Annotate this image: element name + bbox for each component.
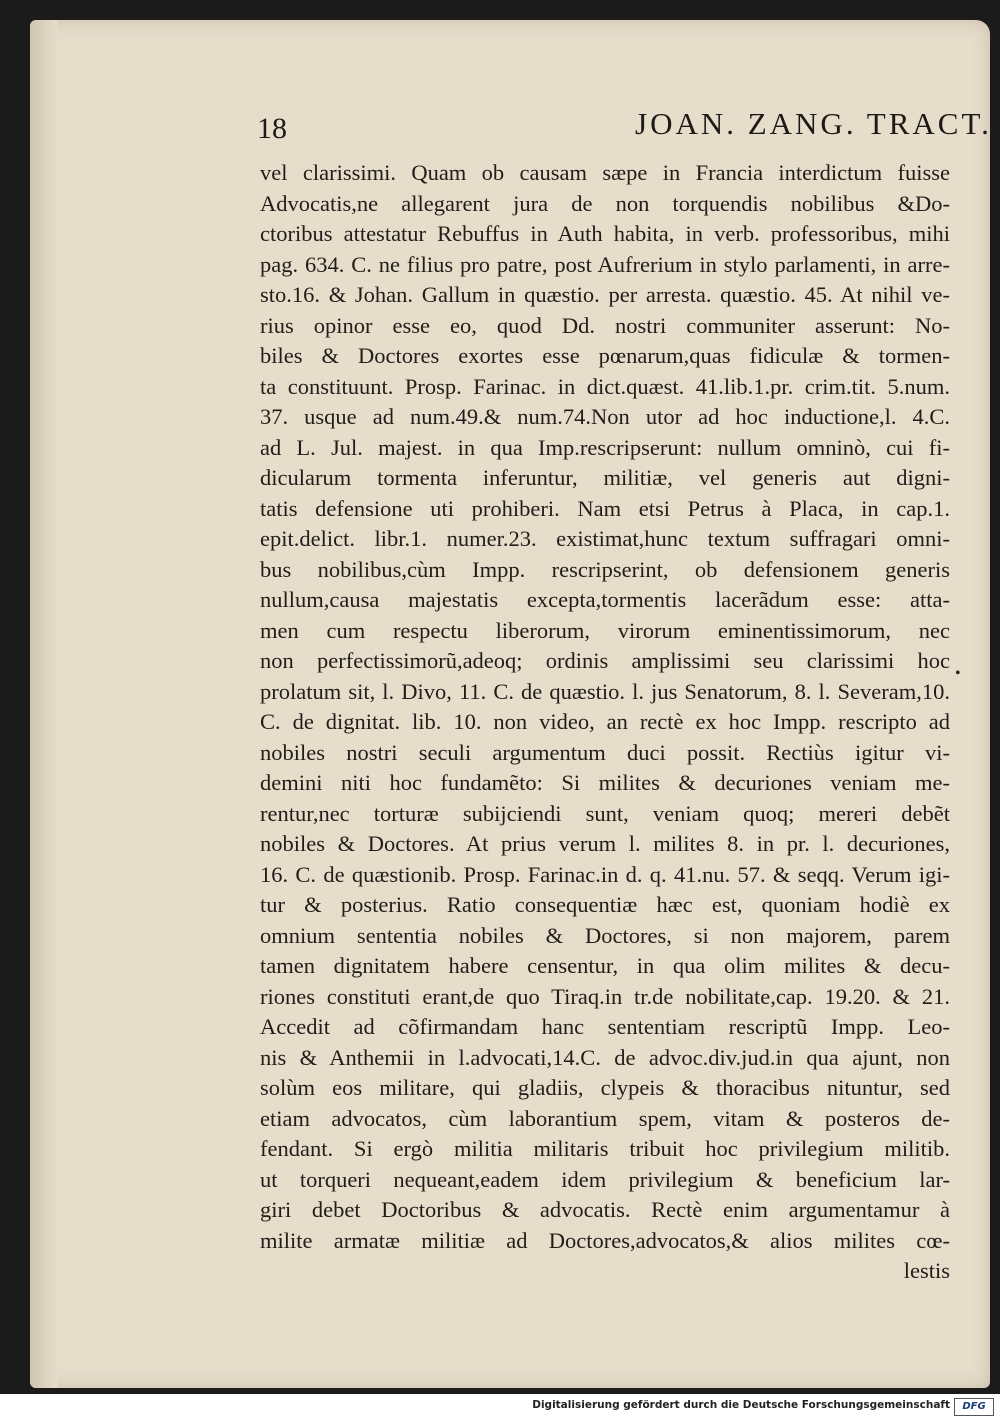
text-line: Advocatis,ne allegarent jura de non torquendis nobilibus &Do- xyxy=(260,190,950,216)
text-line: Accedit ad cõfirmandam hanc sententiam rescriptũ Impp. Leo- xyxy=(260,1014,950,1039)
text-line: men cum respectu liberorum, virorum eminentissimorum, nec xyxy=(260,617,950,643)
text-line: biles & Doctores exortes esse pœnarum,quas fidiculæ & tormen- xyxy=(260,343,950,368)
margin-mark: • xyxy=(955,665,961,682)
text-line: tur & posterius. Ratio consequentiæ hæc est, quoniam hodiè ex xyxy=(260,892,950,917)
page-gutter xyxy=(30,20,58,1388)
text-line: nobiles nostri seculi argumentum duci possit. Rectiùs igitur vi- xyxy=(260,739,950,765)
text-line: solùm eos militare, qui gladiis, clypeis & thoracibus nituntur, sed xyxy=(260,1075,950,1100)
text-line: tamen dignitatem habere censentur, in qua olim milites & decu- xyxy=(260,953,950,978)
text-line: bus nobilibus,cùm Impp. rescripserint, ob defensionem generis xyxy=(260,556,950,582)
text-line: rentur,nec torturæ subijciendi sunt, veniam quoq; mereri debẽt xyxy=(260,800,950,826)
text-line: vel clarissimi. Quam ob causam sæpe in Francia interdictum fuisse xyxy=(260,160,950,185)
text-line: 16. C. de quæstionib. Prosp. Farinac.in d. q. 41.nu. 57. & seqq. Verum igi- xyxy=(260,861,950,887)
text-line: epit.delict. libr.1. numer.23. existimat,hunc textum suffragari omni- xyxy=(260,526,950,551)
text-line: milite armatæ militiæ ad Doctores,advocatos,& alios milites cœ- xyxy=(260,1227,950,1253)
text-line: tatis defensione uti prohiberi. Nam etsi Petrus à Placa, in cap.1. xyxy=(260,495,950,521)
footer-credit: Digitalisierung gefördert durch die Deutsche Forschungsgemeinschaft xyxy=(532,1399,950,1411)
text-line: sto.16. & Johan. Gallum in quæstio. per arresta. quæstio. 45. At nihil ve- xyxy=(260,282,950,307)
text-line: rius opinor esse eo, quod Dd. nostri communiter asserunt: No- xyxy=(260,312,950,338)
text-line: ut torqueri nequeant,eadem idem privilegium & beneficium lar- xyxy=(260,1166,950,1192)
text-line: nis & Anthemii in l.advocati,14.C. de advoc.div.jud.in qua ajunt, non xyxy=(260,1044,950,1070)
catchword: lestis xyxy=(903,1258,950,1283)
dfg-logo-icon: DFG xyxy=(954,1398,994,1416)
body-text xyxy=(260,158,950,1287)
page-header xyxy=(225,100,992,154)
text-line: 37. usque ad num.49.& num.74.Non utor ad hoc inductione,l. 4.C. xyxy=(260,404,950,429)
text-line: nullum,causa majestatis excepta,tormentis lacerãdum esse: atta- xyxy=(260,587,950,612)
page-number: 18 xyxy=(257,112,287,145)
text-line: ta constituunt. Prosp. Farinac. in dict.quæst. 41.lib.1.pr. crim.tit. 5.num. xyxy=(260,373,950,399)
text-line: C. de dignitat. lib. 10. non video, an rectè ex hoc Impp. rescripto ad xyxy=(260,709,950,734)
text-line: nobiles & Doctores. At prius verum l. milites 8. in pr. l. decuriones, xyxy=(260,831,950,856)
text-line: etiam advocatos, cùm laborantium spem, vitam & posteros de- xyxy=(260,1105,950,1131)
text-line: non perfectissimorũ,adeoq; ordinis amplissimi seu clarissimi hoc xyxy=(260,648,950,673)
running-title: JOAN. ZANG. TRACT. xyxy=(635,106,992,141)
text-line: omnium sententia nobiles & Doctores, si non majorem, parem xyxy=(260,922,950,948)
text-line: pag. 634. C. ne filius pro patre, post Aufrerium in stylo parlamenti, in arre- xyxy=(260,251,950,277)
text-line: demini niti hoc fundamẽto: Si milites & decuriones veniam me- xyxy=(260,770,950,795)
text-line: prolatum sit, l. Divo, 11. C. de quæstio. l. jus Senatorum, 8. l. Severam,10. xyxy=(260,678,950,704)
text-line: dicularum tormenta inferuntur, militiæ, vel generis aut digni- xyxy=(260,465,950,490)
text-line: fendant. Si ergò militia militaris tribuit hoc privilegium militib. xyxy=(260,1136,950,1161)
text-line: ad L. Jul. majest. in qua Imp.rescripserunt: nullum omninò, cui fi- xyxy=(260,434,950,460)
digitization-footer xyxy=(0,1394,1000,1419)
text-line: giri debet Doctoribus & advocatis. Rectè enim argumentamur à xyxy=(260,1197,950,1222)
text-line: riones constituti erant,de quo Tiraq.in tr.de nobilitate,cap. 19.20. & 21. xyxy=(260,983,950,1009)
text-line: ctoribus attestatur Rebuffus in Auth habita, in verb. professoribus, mihi xyxy=(260,221,950,246)
